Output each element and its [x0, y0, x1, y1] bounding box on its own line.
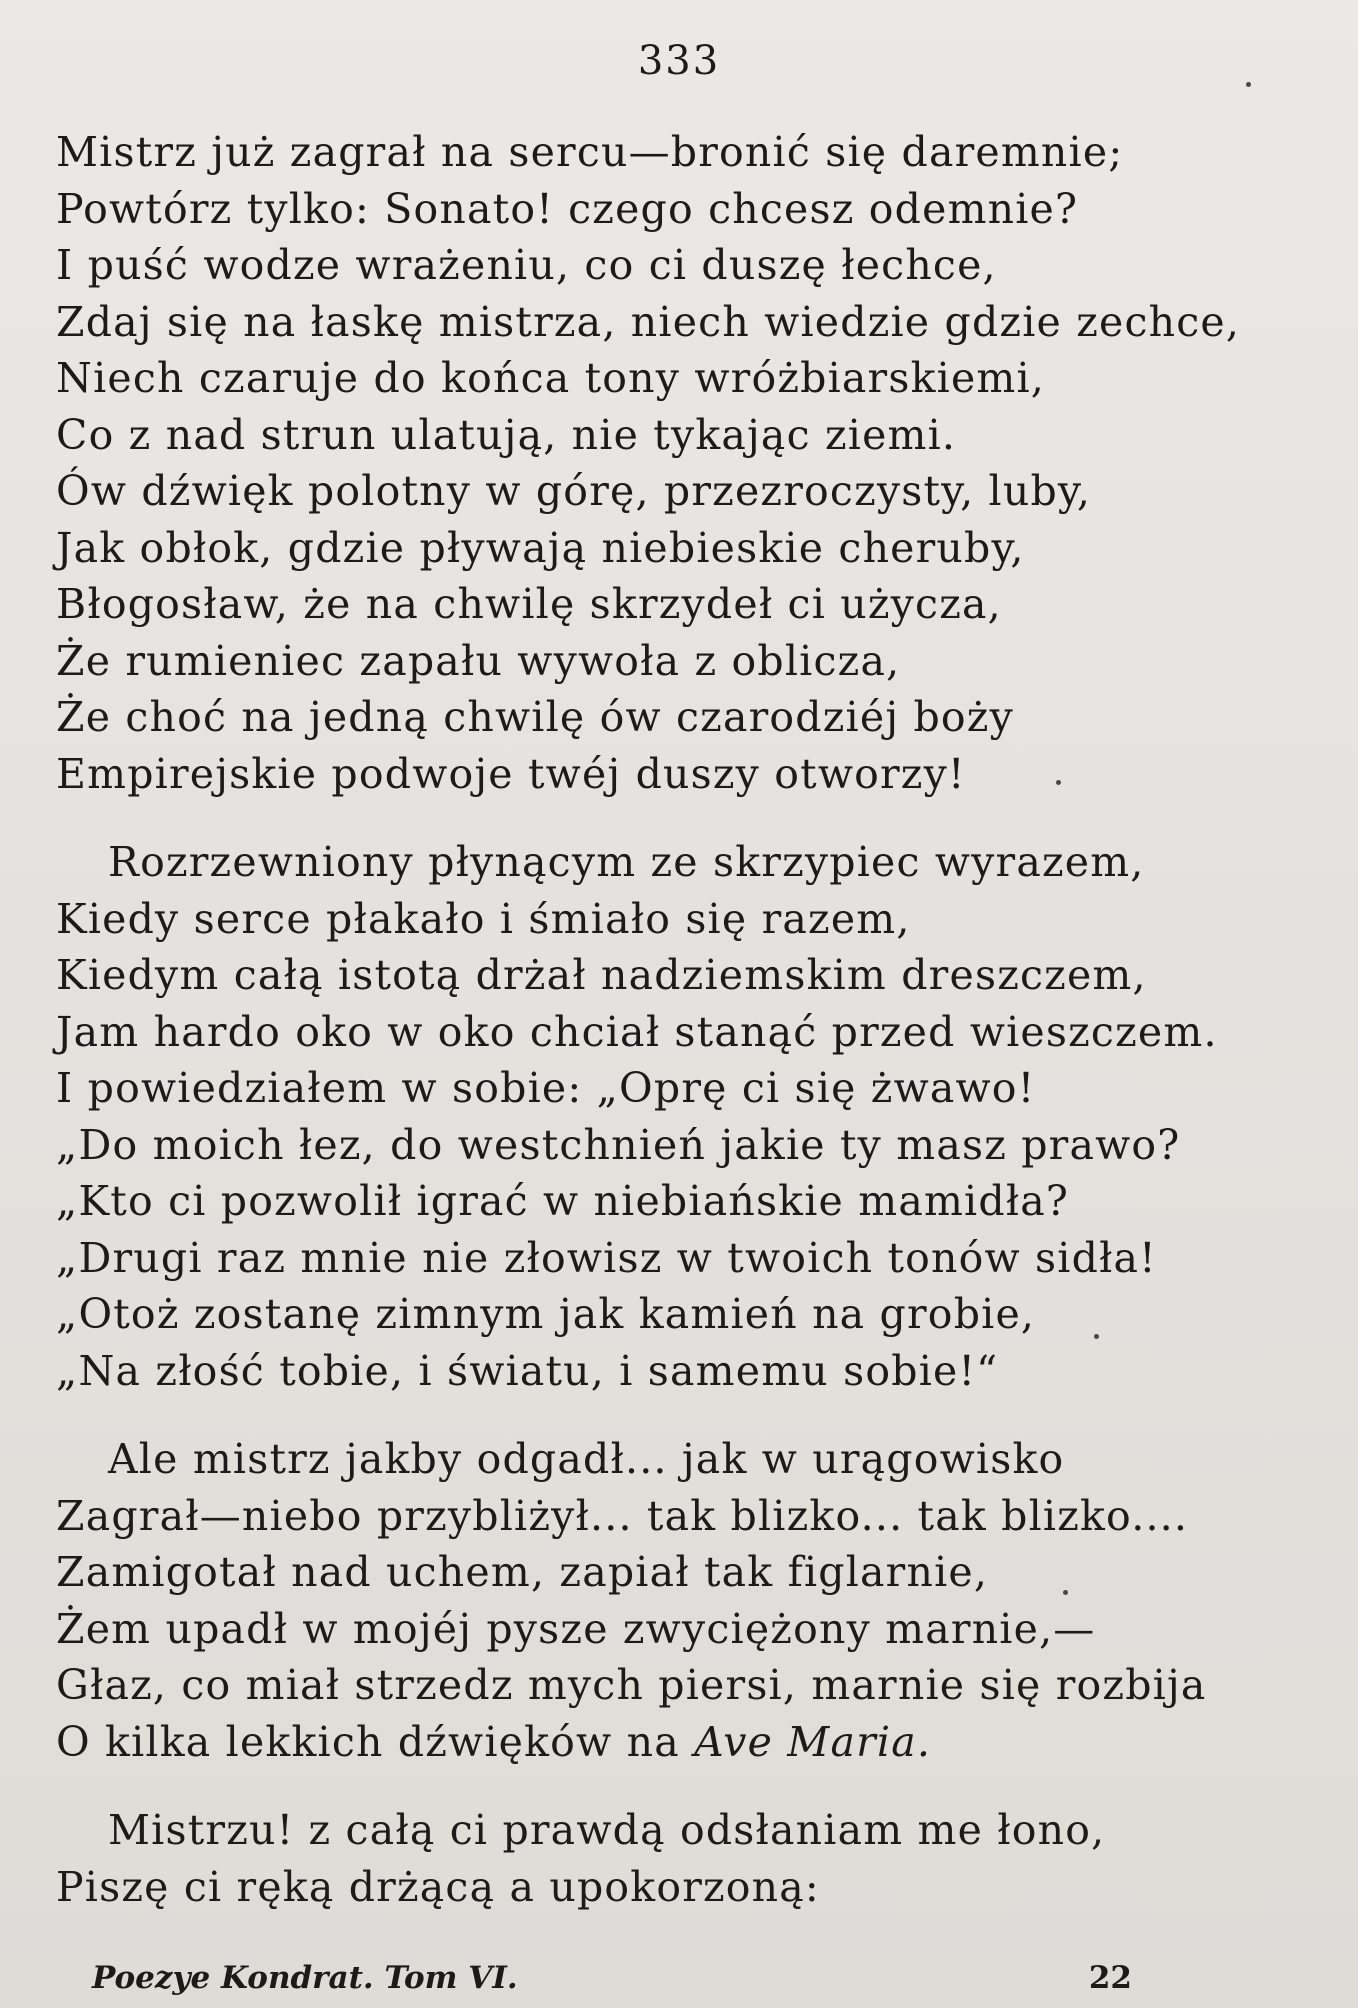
- verse-line: Głaz, co miał strzedz mych piersi, marnie się rozbija: [56, 1661, 1207, 1709]
- verse-line: Rozrzewniony płynącym ze skrzypiec wyrazem,: [108, 838, 1145, 886]
- page-footer: [92, 1960, 1132, 2000]
- verse-line: „Kto ci pozwolił igrać w niebiańskie mamidła?: [56, 1177, 1070, 1225]
- verse-line: „Do moich łez, do westchnień jakie ty masz prawo?: [56, 1120, 1181, 1169]
- verse-line: Mistrz już zagrał na sercu—bronić się daremnie;: [56, 128, 1124, 176]
- verse-line: Zagrał—niebo przybliżył... tak blizko... tak blizko....: [56, 1491, 1189, 1540]
- verse-line: Piszę ci ręką drżącą a upokorzoną:: [56, 1862, 820, 1911]
- verse-line: Jam hardo oko w oko chciał stanąć przed wieszczem.: [56, 1007, 1218, 1056]
- poem-text: [56, 124, 1316, 1947]
- sheet-number: 22: [1088, 1960, 1132, 1996]
- verse-line: Empirejskie podwoje twéj duszy otworzy!: [56, 749, 966, 798]
- verse-line: Że rumieniec zapału wywoła z oblicza,: [56, 636, 901, 685]
- verse-line: „Otoż zostanę zimnym jak kamień na grobie,: [56, 1290, 1036, 1338]
- verse-line: Mistrzu! z całą ci prawdą odsłaniam me łono,: [108, 1806, 1106, 1854]
- verse-line: Kiedy serce płakało i śmiało się razem,: [56, 894, 911, 943]
- stanza-3: [56, 1431, 1316, 1770]
- paper-speck: [1094, 1334, 1099, 1339]
- verse-line: Żem upadł w mojéj pysze zwyciężony marnie,—: [56, 1604, 1096, 1653]
- verse-line: Ów dźwięk polotny w górę, przezroczysty, luby,: [56, 467, 1092, 515]
- verse-line-text: O kilka lekkich dźwięków na: [56, 1717, 695, 1766]
- verse-line: „Drugi raz mnie nie złowisz w twoich tonów sidła!: [56, 1233, 1157, 1282]
- verse-line: Kiedym całą istotą drżał nadziemskim dreszczem,: [56, 951, 1147, 999]
- verse-line: Niech czaruje do końca tony wróżbiarskiemi,: [56, 354, 1046, 402]
- verse-line: Powtórz tylko: Sonato! czego chcesz odemnie?: [56, 184, 1079, 233]
- verse-line: I powiedziałem w sobie: „Oprę ci się żwawo!: [56, 1064, 1036, 1112]
- paper-speck: [1063, 1590, 1068, 1595]
- page-number: 333: [637, 38, 721, 84]
- verse-line: I puść wodze wrażeniu, co ci duszę łechce,: [56, 241, 997, 289]
- printer-signature: Poezye Kondrat. Tom VI.: [92, 1960, 518, 1996]
- verse-line: Jak obłok, gdzie pływają niebieskie cheruby,: [56, 523, 1025, 572]
- paper-speck: [1056, 780, 1061, 785]
- verse-line: Zdaj się na łaskę mistrza, niech wiedzie gdzie zechce,: [56, 297, 1241, 346]
- stanza-2: [56, 834, 1316, 1399]
- verse-line: Że choć na jedną chwilę ów czarodziéj boży: [56, 693, 1014, 741]
- ave-maria-title: Ave Maria.: [694, 1717, 932, 1766]
- stanza-1: [56, 124, 1316, 802]
- verse-line: Ale mistrz jakby odgadł... jak w urągowisko: [108, 1435, 1065, 1483]
- stanza-4: [56, 1802, 1316, 1915]
- verse-line: Co z nad strun ulatują, nie tykając ziemi.: [56, 410, 957, 459]
- paper-speck: [1246, 82, 1251, 87]
- verse-line: [56, 1714, 1316, 1771]
- verse-line: Zamigotał nad uchem, zapiał tak figlarnie,: [56, 1548, 989, 1596]
- verse-line: Błogosław, że na chwilę skrzydeł ci użycza,: [56, 580, 1002, 628]
- verse-line: „Na złość tobie, i światu, i samemu sobie!“: [56, 1346, 999, 1395]
